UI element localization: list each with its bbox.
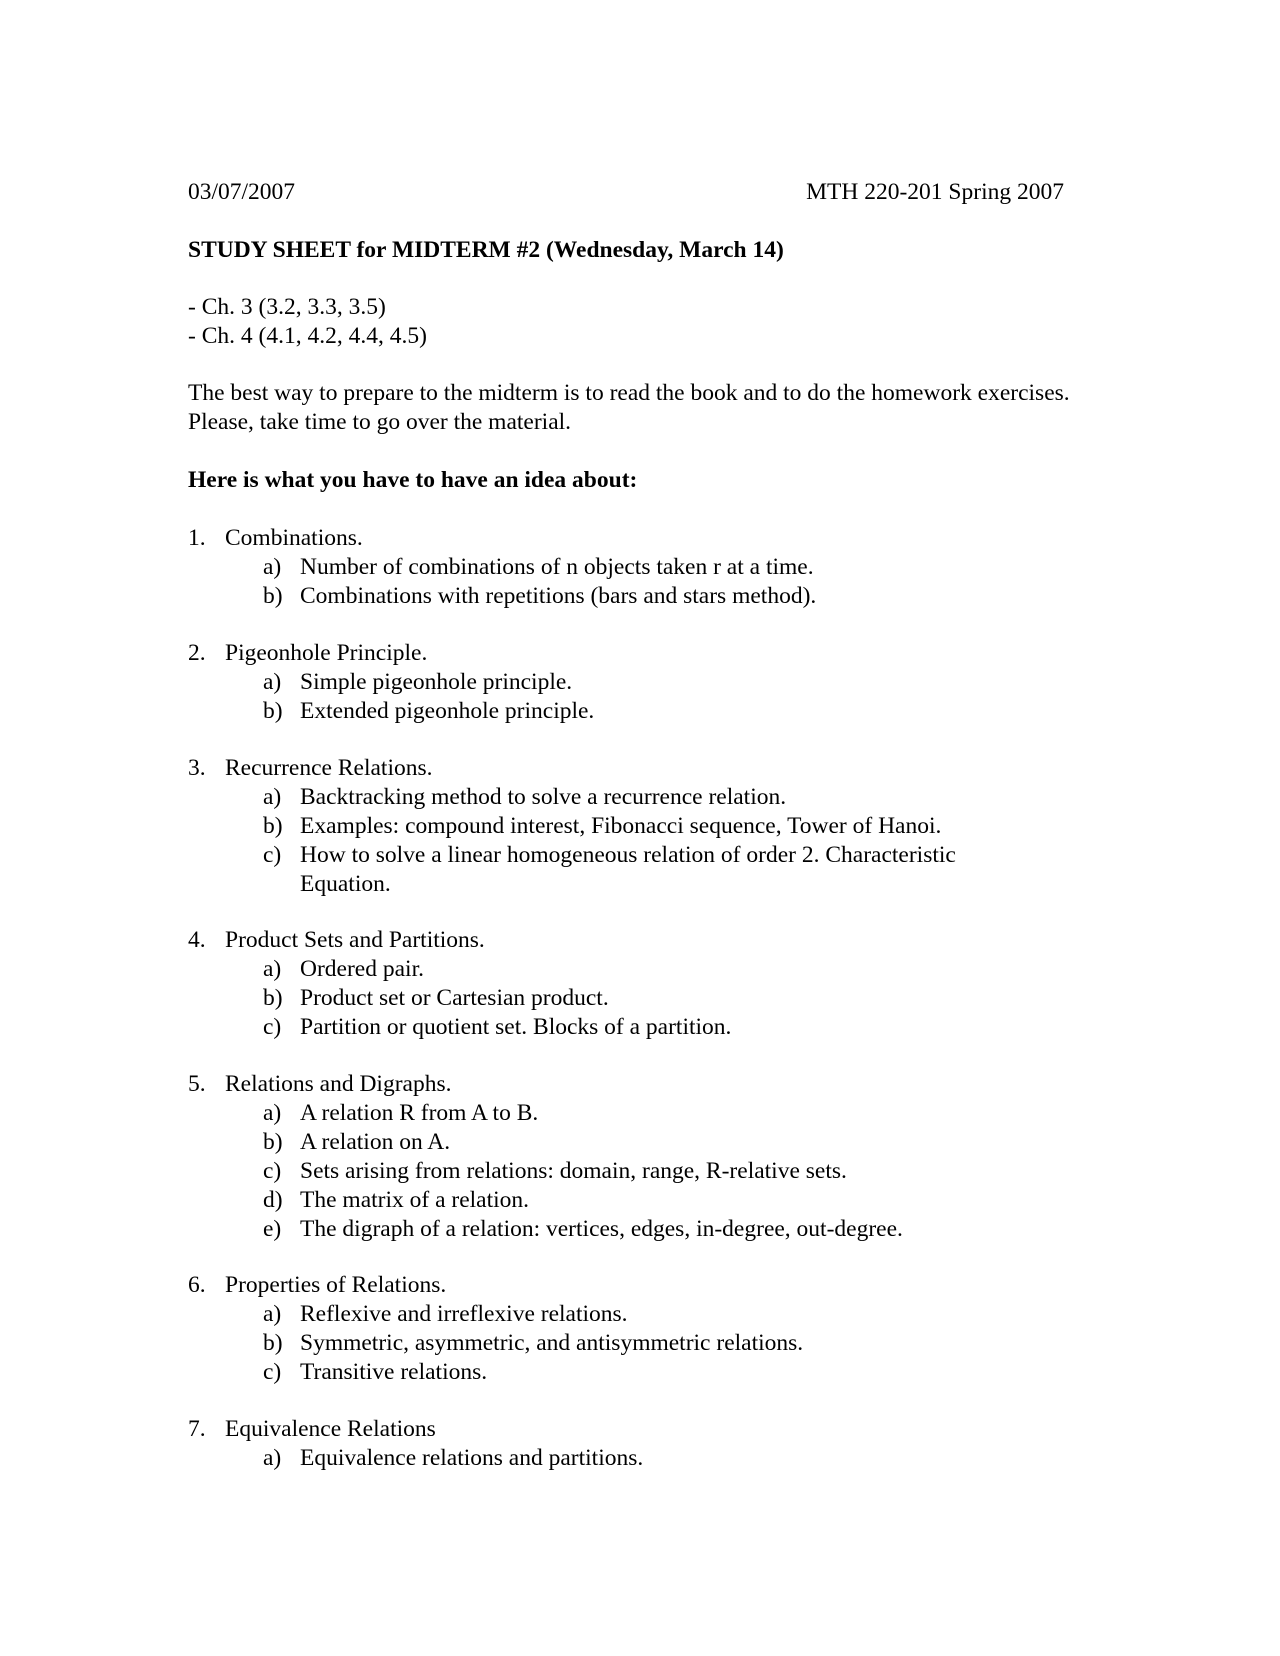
topic-title: Recurrence Relations.	[225, 755, 433, 781]
chapter-line: - Ch. 4 (4.1, 4.2, 4.4, 4.5)	[188, 323, 427, 349]
item-letter: b)	[263, 813, 283, 839]
item-letter: b)	[263, 985, 283, 1011]
item-letter: c)	[263, 1359, 282, 1385]
list-item	[188, 697, 1020, 726]
topic-title: Pigeonhole Principle.	[225, 640, 428, 666]
item-text: How to solve a linear homogeneous relation of order 2. Characteristic Equation.	[300, 842, 956, 897]
item-letter: a)	[263, 1301, 282, 1327]
list-item	[188, 1300, 1020, 1329]
topic-number: 1.	[188, 525, 206, 551]
topic-title: Equivalence Relations	[225, 1416, 436, 1442]
item-letter: d)	[263, 1187, 283, 1213]
item-text: Extended pigeonhole principle.	[300, 698, 595, 724]
topic-relations-digraphs	[188, 1070, 1020, 1244]
intro-paragraph: The best way to prepare to the midterm is to read the book and to do the homework exercises. Please, take time to go over the material.	[188, 380, 1070, 435]
item-letter: a)	[263, 784, 282, 810]
topic-properties-of-relations	[188, 1271, 1020, 1387]
document-title: STUDY SHEET for MIDTERM #2 (Wednesday, March 14)	[188, 237, 784, 263]
item-text: Backtracking method to solve a recurrence relation.	[300, 784, 787, 810]
list-item	[188, 553, 1020, 582]
item-letter: b)	[263, 1129, 283, 1155]
topic-combinations	[188, 524, 1020, 611]
list-item	[188, 783, 1020, 812]
item-letter: a)	[263, 1100, 282, 1126]
item-text: The digraph of a relation: vertices, edges, in-degree, out-degree.	[300, 1216, 903, 1242]
header-course: MTH 220-201 Spring 2007	[806, 179, 1064, 205]
list-item	[188, 1329, 1020, 1358]
item-text: Number of combinations of n objects taken r at a time.	[300, 554, 814, 580]
item-text: A relation R from A to B.	[300, 1100, 539, 1126]
item-letter: e)	[263, 1216, 282, 1242]
list-item	[188, 1099, 1020, 1128]
subheading: Here is what you have to have an idea about:	[188, 467, 638, 493]
item-letter: a)	[263, 669, 282, 695]
topic-number: 4.	[188, 927, 206, 953]
item-text: Reflexive and irreflexive relations.	[300, 1301, 628, 1327]
item-text: Simple pigeonhole principle.	[300, 669, 573, 695]
topic-number: 5.	[188, 1071, 206, 1097]
list-item	[188, 1215, 1020, 1244]
item-letter: a)	[263, 1445, 282, 1471]
item-letter: c)	[263, 1158, 282, 1184]
item-text: Product set or Cartesian product.	[300, 985, 609, 1011]
list-item	[188, 1013, 1020, 1042]
item-text: Partition or quotient set. Blocks of a partition.	[300, 1014, 732, 1040]
chapter-line: - Ch. 3 (3.2, 3.3, 3.5)	[188, 294, 386, 320]
topic-equivalence-relations	[188, 1415, 1020, 1473]
list-item	[188, 668, 1020, 697]
topic-recurrence-relations	[188, 754, 1020, 899]
topic-number: 6.	[188, 1272, 206, 1298]
list-item	[188, 984, 1020, 1013]
item-letter: c)	[263, 1014, 282, 1040]
item-letter: b)	[263, 1330, 283, 1356]
list-item	[188, 841, 1020, 899]
topic-title: Product Sets and Partitions.	[225, 927, 485, 953]
item-text: The matrix of a relation.	[300, 1187, 530, 1213]
list-item	[188, 582, 1020, 611]
topic-title: Properties of Relations.	[225, 1272, 447, 1298]
topic-title: Combinations.	[225, 525, 363, 551]
list-item	[188, 1157, 1020, 1186]
list-item	[188, 1128, 1020, 1157]
topic-number: 7.	[188, 1416, 206, 1442]
list-item	[188, 1358, 1020, 1387]
item-letter: a)	[263, 956, 282, 982]
list-item	[188, 812, 1020, 841]
item-text: Equivalence relations and partitions.	[300, 1445, 644, 1471]
topic-pigeonhole-principle	[188, 639, 1020, 726]
topic-number: 3.	[188, 755, 206, 781]
topic-product-sets	[188, 926, 1020, 1042]
topic-title: Relations and Digraphs.	[225, 1071, 452, 1097]
item-text: Transitive relations.	[300, 1359, 488, 1385]
item-text: Sets arising from relations: domain, range, R-relative sets.	[300, 1158, 847, 1184]
item-letter: a)	[263, 554, 282, 580]
item-letter: b)	[263, 698, 283, 724]
topic-number: 2.	[188, 640, 206, 666]
header-date: 03/07/2007	[188, 179, 296, 205]
chapter-list	[188, 293, 427, 351]
list-item	[188, 1444, 1020, 1473]
header	[188, 178, 1064, 208]
item-letter: b)	[263, 583, 283, 609]
item-text: Examples: compound interest, Fibonacci sequence, Tower of Hanoi.	[300, 813, 942, 839]
list-item	[188, 1186, 1020, 1215]
item-text: Symmetric, asymmetric, and antisymmetric relations.	[300, 1330, 804, 1356]
item-text: A relation on A.	[300, 1129, 451, 1155]
item-text: Ordered pair.	[300, 956, 424, 982]
list-item	[188, 955, 1020, 984]
item-text: Combinations with repetitions (bars and stars method).	[300, 583, 817, 609]
item-letter: c)	[263, 842, 282, 868]
